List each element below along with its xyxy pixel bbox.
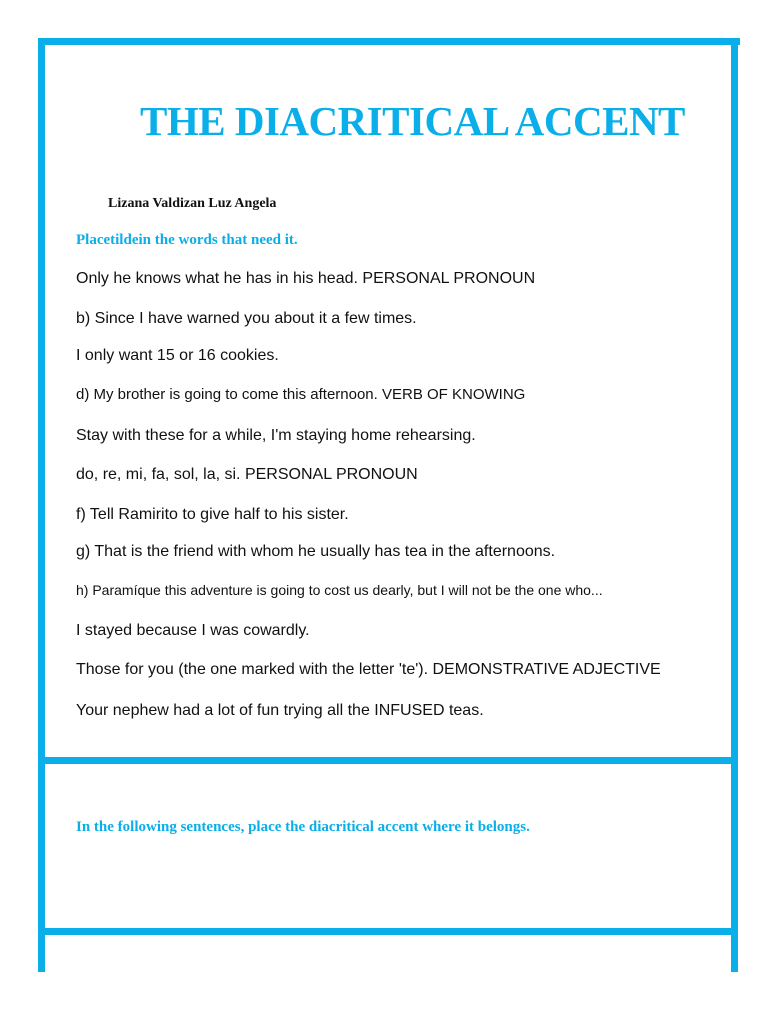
instruction-heading: Placetildein the words that need it. xyxy=(76,232,298,248)
instruction-heading-2: In the following sentences, place the diacritical accent where it belongs. xyxy=(76,819,530,835)
exercise-sentence: do, re, mi, fa, sol, la, si. PERSONAL PRONOUN xyxy=(76,466,418,483)
section-divider xyxy=(38,757,738,764)
frame-left-border xyxy=(38,38,45,972)
exercise-sentence: Those for you (the one marked with the letter 'te'). DEMONSTRATIVE ADJECTIVE xyxy=(76,661,661,678)
exercise-sentence: Only he knows what he has in his head. PERSONAL PRONOUN xyxy=(76,270,536,287)
page-title: THE DIACRITICAL ACCENT xyxy=(140,98,685,144)
author-name: Lizana Valdizan Luz Angela xyxy=(108,196,277,211)
frame-right-border xyxy=(731,38,738,972)
section-divider-lower xyxy=(38,928,738,935)
frame-top-border xyxy=(38,38,740,45)
exercise-sentence: Stay with these for a while, I'm staying home rehearsing. xyxy=(76,427,476,444)
exercise-sentence: I stayed because I was cowardly. xyxy=(76,622,310,639)
exercise-sentence: f) Tell Ramirito to give half to his sister. xyxy=(76,506,349,523)
exercise-sentence: g) That is the friend with whom he usually has tea in the afternoons. xyxy=(76,543,556,560)
exercise-sentence: h) Paramíque this adventure is going to cost us dearly, but I will not be the one who... xyxy=(76,582,603,598)
exercise-sentence: I only want 15 or 16 cookies. xyxy=(76,347,279,364)
exercise-sentence: Your nephew had a lot of fun trying all the INFUSED teas. xyxy=(76,702,484,719)
exercise-sentence: d) My brother is going to come this afternoon. VERB OF KNOWING xyxy=(76,386,526,403)
exercise-sentence: b) Since I have warned you about it a few times. xyxy=(76,310,417,327)
